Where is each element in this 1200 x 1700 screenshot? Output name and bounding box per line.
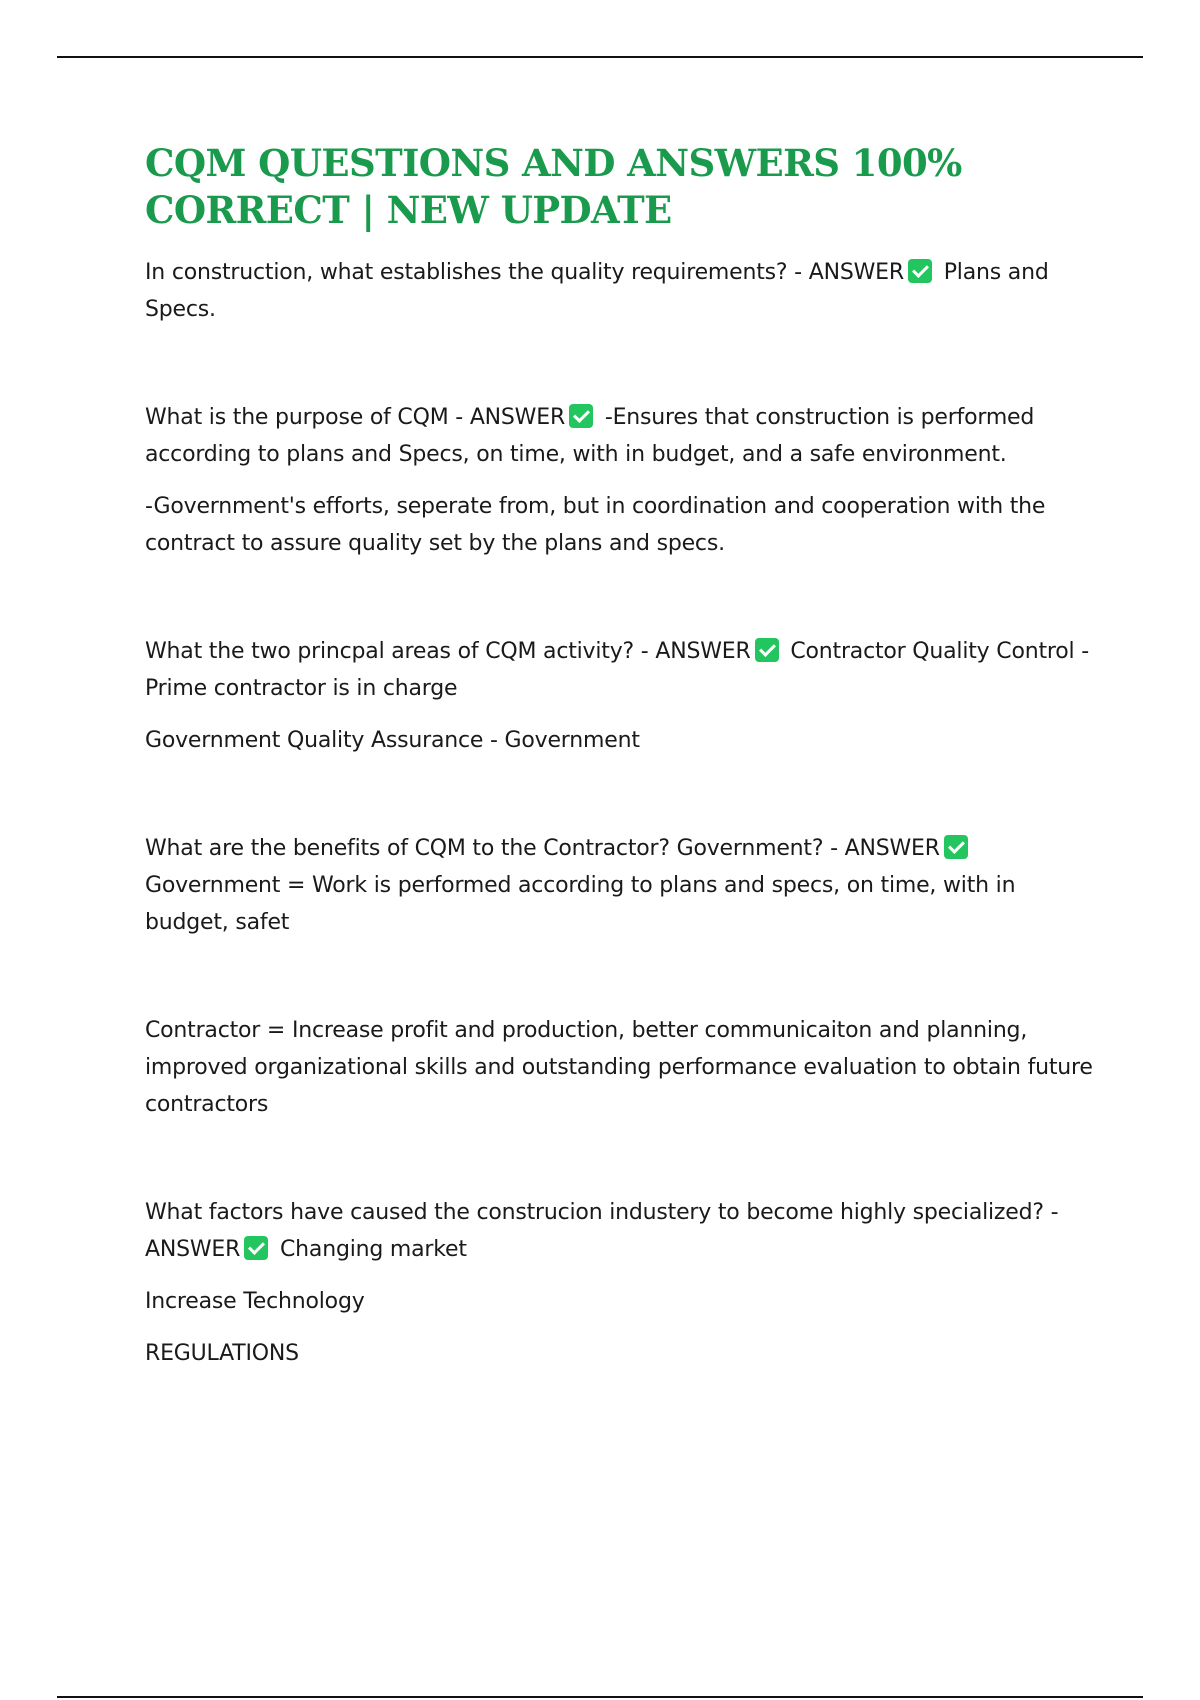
answer-label: ANSWER <box>808 260 904 285</box>
answer-text: -Ensures that construction is performed according to plans and Specs, on time, with in budget, and a safe environment. <box>145 405 1035 467</box>
document-title <box>145 140 1095 234</box>
answer-continuation: -Government's efforts, seperate from, but in coordination and cooperation with the contract to assure quality set by the plans and specs. <box>145 494 1046 556</box>
qa-item-5 <box>145 1194 1095 1372</box>
qa-paragraph <box>145 830 1095 941</box>
checkmark-icon <box>244 1236 268 1260</box>
answer-label: ANSWER <box>469 405 566 430</box>
question-text: What factors have caused the construcion industery to become highly specialized? - <box>145 1200 1059 1225</box>
answer-text: Government = Work is performed according to plans and specs, on time, with in budget, safet <box>145 873 1016 935</box>
answer-continuation: Contractor = Increase profit and production, better communicaiton and planning, improved organizational skills and outstanding performance evaluation to obtain future contractors <box>145 1018 1093 1117</box>
answer-continuation: Increase Technology <box>145 1289 365 1314</box>
qa-item-3 <box>145 633 1095 759</box>
qa-item-2 <box>145 399 1095 562</box>
answer-continuation: REGULATIONS <box>145 1341 299 1366</box>
answer-label: ANSWER <box>844 836 940 861</box>
top-rule <box>57 56 1143 58</box>
title-line-1: CQM QUESTIONS AND ANSWERS 100% <box>145 141 962 185</box>
qa-paragraph <box>145 1194 1095 1268</box>
bottom-rule <box>57 1696 1143 1698</box>
checkmark-icon <box>944 835 968 859</box>
qa-item-4 <box>145 830 1095 941</box>
document-page <box>145 140 1095 1372</box>
answer-label: ANSWER <box>145 1237 241 1262</box>
checkmark-icon <box>908 259 932 283</box>
answer-text: Contractor Quality Control - Prime contractor is in charge <box>145 639 1089 701</box>
answer-continuation: Government Quality Assurance - Government <box>145 728 640 753</box>
question-text: What is the purpose of CQM - <box>145 405 470 430</box>
qa-item-1 <box>145 254 1095 328</box>
answer-text: Plans and Specs. <box>145 260 1049 322</box>
qa-paragraph <box>145 399 1095 473</box>
question-text: What are the benefits of CQM to the Contractor? Government? - <box>145 836 845 861</box>
qa-paragraph <box>145 633 1095 707</box>
title-line-2: CORRECT | NEW UPDATE <box>145 188 672 232</box>
answer-text: Changing market <box>273 1237 467 1262</box>
qa-item-4-continuation <box>145 1012 1095 1123</box>
answer-label: ANSWER <box>655 639 751 664</box>
checkmark-icon <box>569 404 593 428</box>
checkmark-icon <box>755 638 779 662</box>
question-text: What the two princpal areas of CQM activity? - <box>145 639 656 664</box>
question-text: In construction, what establishes the quality requirements? - <box>145 260 809 285</box>
qa-paragraph <box>145 254 1095 328</box>
